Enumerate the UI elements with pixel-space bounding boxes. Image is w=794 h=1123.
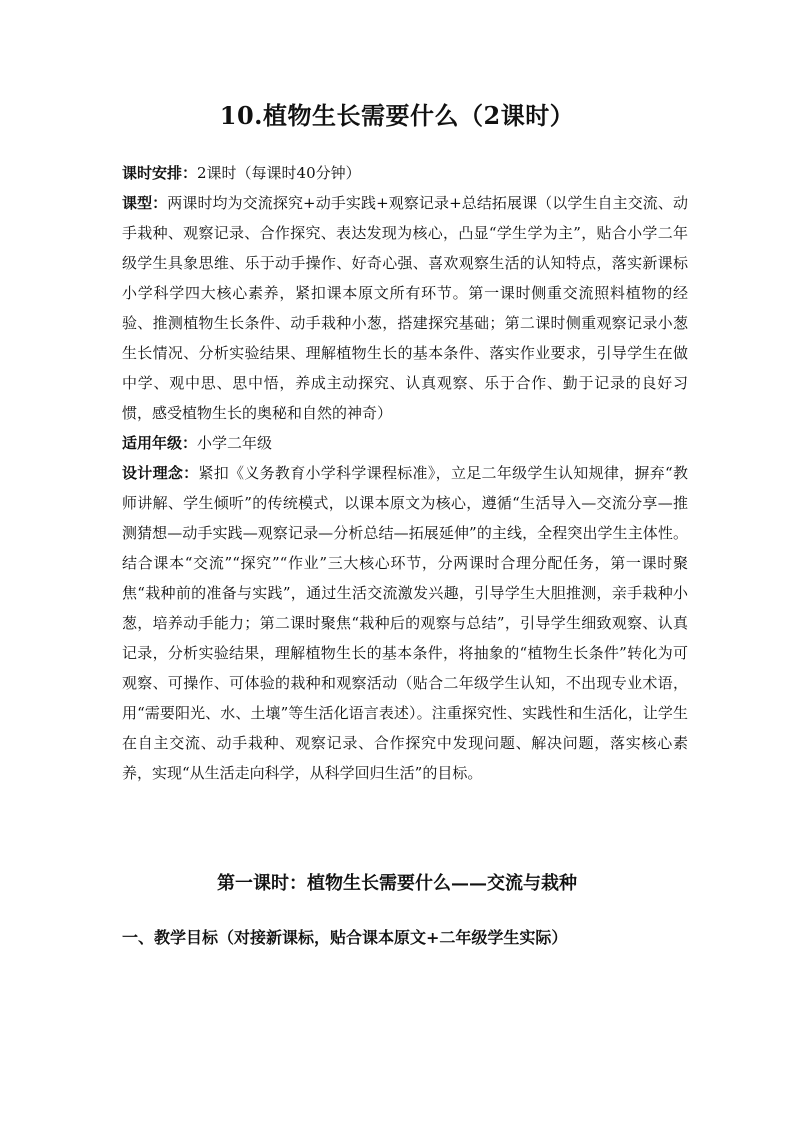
design-concept-paragraph bbox=[122, 458, 688, 788]
lesson-type-text: 两课时均为交流探究+动手实践+观察记录+总结拓展课（以学生自主交流、动手栽种、观察记录、合作探究、表达发现为核心，凸显“学生学为主”，贴合小学二年级学生具象思维、乐于动手操作、好奇心强、喜欢观察生活的认知特点，落实新课标小学科学四大核心素养，紧扣课本原文所有环节。第一课时侧重交流照料植物的经验、推测植物生长条件、动手栽种小葱，搭建探究基础；第二课时侧重观察记录小葱生长情况、分析实验结果、理解植物生长的基本条件、落实作业要求，引导学生在做中学、观中思、思中悟，养成主动探究、认真观察、乐于合作、勤于记录的良好习惯，感受植物生长的奥秘和自然的神奇） bbox=[122, 194, 688, 422]
lesson-type-paragraph bbox=[122, 188, 688, 428]
design-concept-text: 紧扣《义务教育小学科学课程标准》，立足二年级学生认知规律，摒弃“教师讲解、学生倾听”的传统模式，以课本原文为核心，遵循“生活导入—交流分享—推测猜想—动手实践—观察记录—分析总结—拓展延伸”的主线，全程突出学生主体性。结合课本“交流”“探究”“作业”三大核心环节，分两课时合理分配任务，第一课时聚焦“栽种前的准备与实践”，通过生活交流激发兴趣，引导学生大胆推测，亲手栽种小葱，培养动手能力；第二课时聚焦“栽种后的观察与总结”，引导学生细致观察、认真记录，分析实验结果，理解植物生长的基本条件，将抽象的“植物生长条件”转化为可观察、可操作、可体验的栽种和观察活动（贴合二年级学生认知，不出现专业术语，用“需要阳光、水、土壤”等生活化语言表述）。注重探究性、实践性和生活化，让学生在自主交流、动手栽种、观察记录、合作探究中发现问题、解决问题，落实核心素养，实现“从生活走向科学，从科学回归生活”的目标。 bbox=[122, 464, 688, 782]
schedule-text: 2课时（每课时40分钟） bbox=[197, 164, 361, 182]
document-title: 10.植物生长需要什么（2课时） bbox=[219, 101, 575, 130]
section-one-heading: 一、教学目标（对接新课标，贴合课本原文+二年级学生实际） bbox=[122, 928, 568, 947]
grade-text: 小学二年级 bbox=[197, 434, 273, 452]
lesson-type-label: 课型： bbox=[122, 194, 168, 212]
document-body bbox=[122, 158, 688, 788]
design-concept-label: 设计理念： bbox=[122, 464, 199, 482]
schedule-paragraph bbox=[122, 158, 688, 188]
schedule-label: 课时安排： bbox=[122, 164, 198, 182]
grade-label: 适用年级： bbox=[122, 434, 198, 452]
lesson-one-title: 第一课时：植物生长需要什么——交流与栽种 bbox=[217, 873, 577, 894]
grade-paragraph bbox=[122, 428, 688, 458]
